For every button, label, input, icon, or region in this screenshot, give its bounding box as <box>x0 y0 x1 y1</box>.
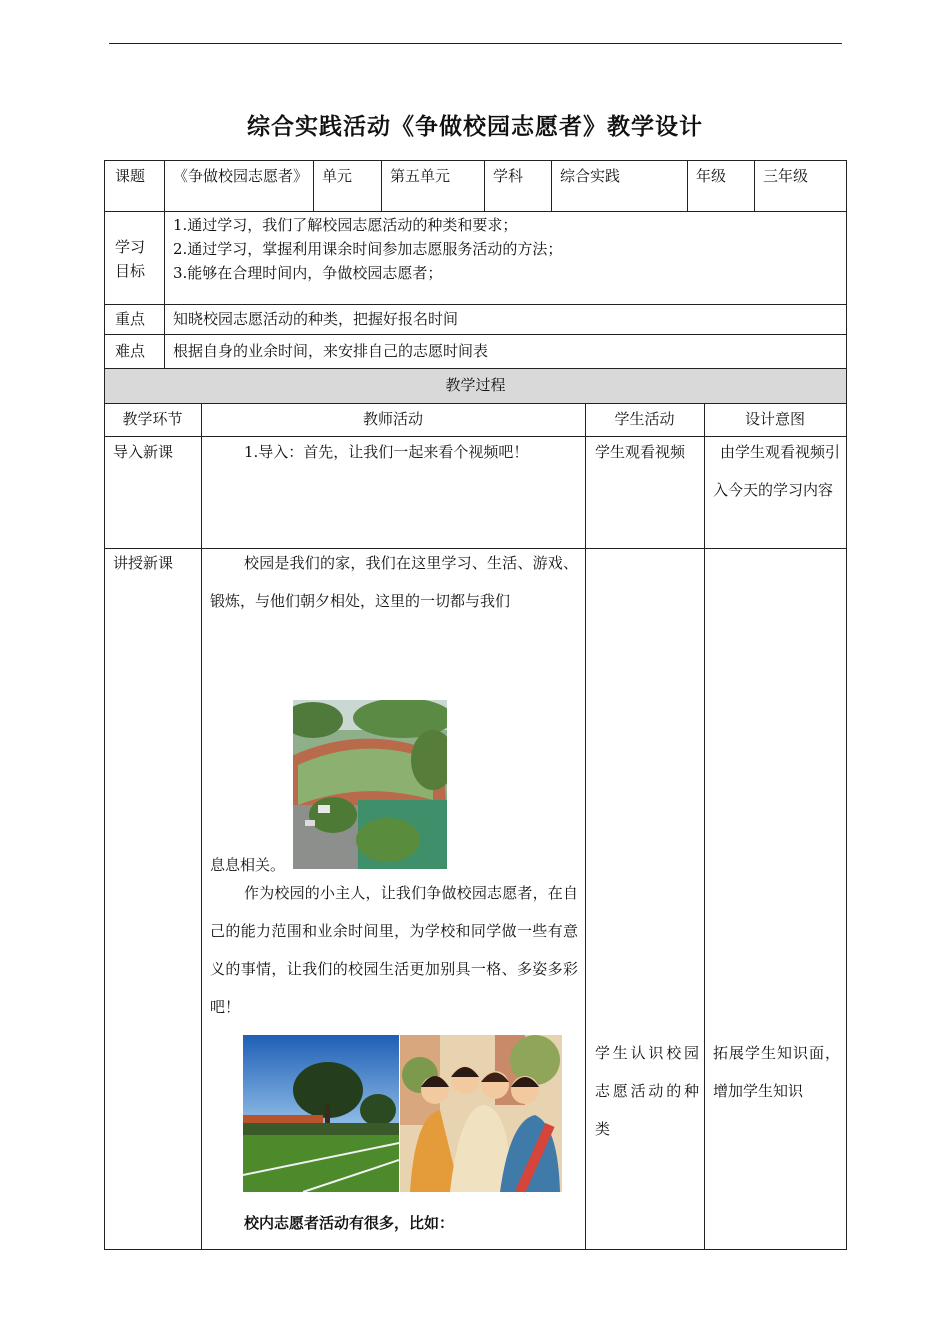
header-stage: 教学环节 <box>122 410 183 428</box>
teacher-lecture-p3: 校内志愿者活动有很多，比如： <box>244 1214 455 1232</box>
intent-intro: 由学生观看视频引入今天的学习内容 <box>713 443 841 499</box>
student-lecture: 学生认识校园志愿活动的种类 <box>595 1044 699 1138</box>
key-point-label: 重点 <box>115 310 146 328</box>
topic-label: 课题 <box>115 167 146 185</box>
header-intent: 设计意图 <box>744 410 805 428</box>
header-teacher: 教师活动 <box>362 410 423 428</box>
unit-label: 单元 <box>322 167 353 185</box>
topic-value: 《争做校园志愿者》 <box>173 167 309 185</box>
volunteer-illustration <box>400 1035 562 1192</box>
grade-label: 年级 <box>696 167 727 185</box>
unit-value: 第五单元 <box>390 167 451 185</box>
school-field-photo <box>243 1035 399 1192</box>
teacher-lecture-p2: 作为校园的小主人，让我们争做校园志愿者，在自己的能力范围和业余时间里，为学校和同学做一些有意义的事情，让我们的校园生活更加别具一格、多姿多彩吧！ <box>210 884 578 1016</box>
difficulty-value: 根据自身的业余时间，来安排自己的志愿时间表 <box>173 342 489 360</box>
student-intro: 学生观看视频 <box>595 443 686 461</box>
stage-intro: 导入新课 <box>113 443 174 461</box>
grade-value: 三年级 <box>763 167 809 185</box>
subject-value: 综合实践 <box>560 167 621 185</box>
goal-1: 1.通过学习，我们了解校园志愿活动的种类和要求； <box>173 216 518 234</box>
teacher-lecture-p1-end: 息息相关。 <box>210 856 286 874</box>
intent-lecture: 拓展学生知识面，增加学生知识 <box>713 1044 840 1100</box>
goal-3: 3.能够在合理时间内，争做校园志愿者； <box>173 264 443 282</box>
teacher-intro: 1.导入：首先，让我们一起来看个视频吧！ <box>244 443 529 461</box>
subject-label: 学科 <box>493 167 524 185</box>
process-title: 教学过程 <box>445 376 506 394</box>
difficulty-label: 难点 <box>115 342 146 360</box>
goal-2: 2.通过学习，掌握利用课余时间参加志愿服务活动的方法； <box>173 240 563 258</box>
campus-playground-photo <box>293 700 447 869</box>
document-title: 综合实践活动《争做校园志愿者》教学设计 <box>247 114 703 140</box>
header-student: 学生活动 <box>614 410 675 428</box>
header-rule <box>109 43 842 44</box>
teacher-lecture-p1: 校园是我们的家，我们在这里学习、生活、游戏、锻炼，与他们朝夕相处，这里的一切都与我们 <box>210 554 578 610</box>
key-point-value: 知晓校园志愿活动的种类，把握好报名时间 <box>173 310 459 328</box>
goals-label: 学习目标 <box>115 238 146 280</box>
stage-lecture: 讲授新课 <box>113 554 174 572</box>
